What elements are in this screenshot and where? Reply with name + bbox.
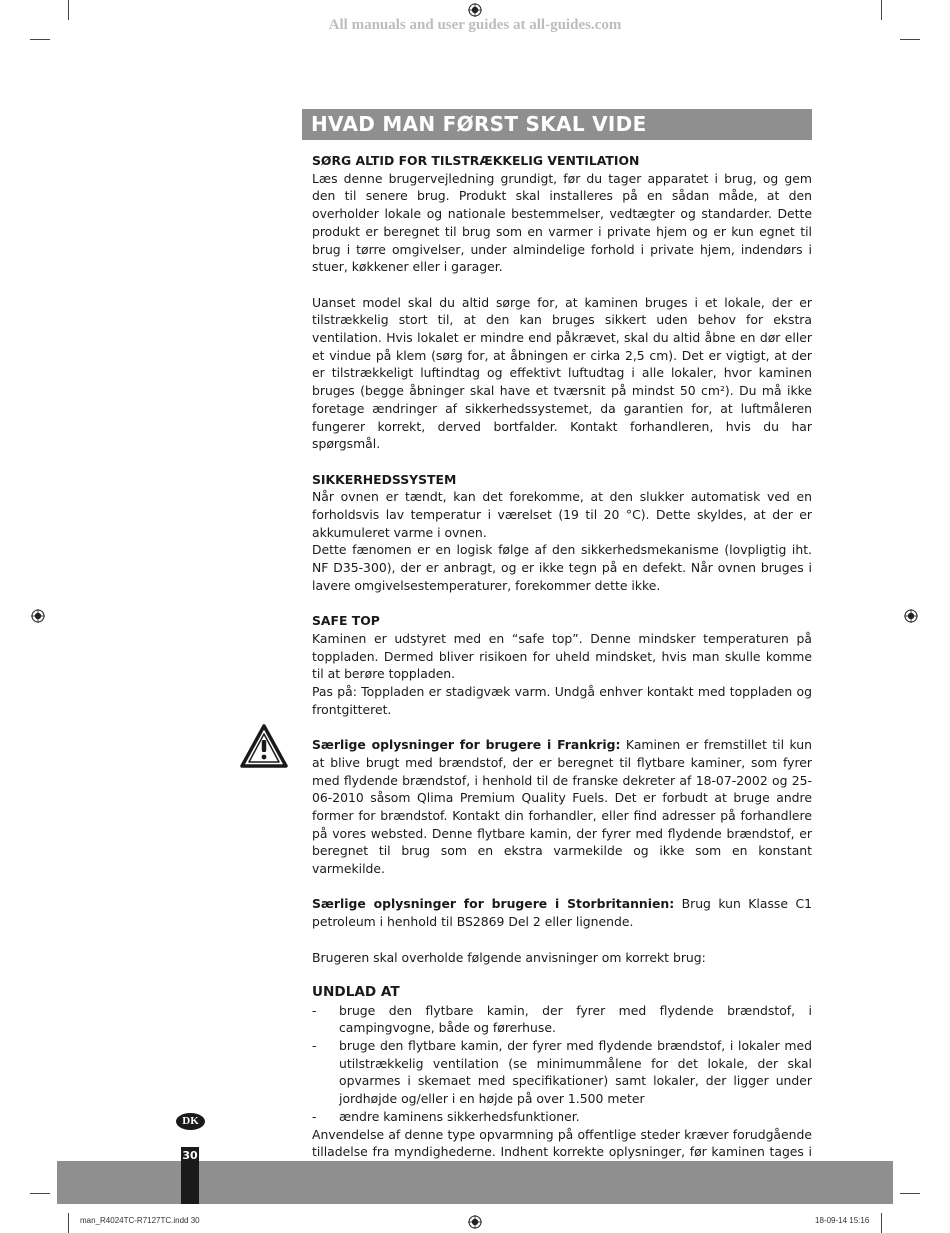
registration-mark-icon — [468, 1215, 482, 1229]
registration-mark-icon — [31, 609, 45, 623]
registration-mark-icon — [904, 609, 918, 623]
uk-notice-text: Brug kun Klasse C1 petroleum i henhold til BS2869 Del 2 eller lignende. — [312, 896, 812, 930]
uk-notice-label: Særlige oplysninger for brugere i Storbritannien: — [312, 896, 675, 912]
france-notice-text: Kaminen er fremstillet til kun at blive brugt med brændstof, der er beregnet til flytbare kaminer, som fyrer med flydende brændstof, i henhold til de franske dekreter af 18-07-2002 og 25-06-2010 såsom Qlima Premium Quality Fuels. Det er forbudt at bruge andre former for brændstof. Kontakt din forhandler, eller find adresser på forhandlere på vores websted. Denne flytbare kamin, der fyrer med flydende brændstof, er beregnet til brug som en ekstra varmekilde og ikke som en konstant varmekilde. — [312, 737, 812, 877]
paragraph: Når ovnen er tændt, kan det forekomme, at den slukker automatisk ved en forholdsvis lav temperatur i værelset (19 til 20 °C). Dette skyldes, at der er akkumuleret varme i ovnen. — [312, 489, 812, 540]
paragraph: Anvendelse af denne type opvarmning på offentlige steder kræver forudgående tilladelse fra myndighederne. Indhent korrekte oplysninger, før kaminen tages i — [312, 1126, 812, 1160]
warning-icon — [240, 724, 288, 768]
france-notice-label: Særlige oplysninger for brugere i Frankrig: — [312, 737, 621, 753]
slug-date: 18-09-14 15:16 — [815, 1216, 870, 1225]
section-heading: SØRG ALTID FOR TILSTRÆKKELIG VENTILATION — [312, 153, 640, 168]
avoid-list — [312, 1002, 812, 1126]
uk-notice — [312, 895, 812, 930]
crop-mark — [30, 39, 50, 40]
crop-mark — [30, 1193, 50, 1194]
paragraph: Uanset model skal du altid sørge for, at kaminen bruges i et lokale, der er tilstrækkelig stort til, at den kan bruges sikkert uden behov for ekstra ventilation. Hvis lokalet er mindre end påkrævet, skal du altid åbne en dør eller et vindue på klem (sørg for, at åbningen er cirka 2,5 cm). Det er vigtigt, at der er tilstrækkeligt luftindtag og effektivt luftudtag i alle lokaler, hvor kaminen bruges (begge åbninger skal have et tværsnit på mindst 50 cm²). Du må ikke foretage ændringer af sikkerhedssystemet, da garantien for, at luftmåleren fungerer korrekt, derved bortfalder. Kontakt forhandleren, hvis du har spørgsmål. — [312, 294, 812, 452]
page-number: 30 — [181, 1147, 199, 1204]
crop-mark — [900, 1193, 920, 1194]
paragraph: Dette fænomen er en logisk følge af den sikkerhedsmekanisme (lovpligtig iht. NF D35-300), der er anbragt, og er ikke tegn på en defekt. Når ovnen bruges i lavere omgivelsestemperaturer, forekommer dette ikke. — [312, 542, 812, 593]
paragraph: Brugeren skal overholde følgende anvisninger om korrekt brug: — [312, 949, 706, 965]
crop-mark — [900, 39, 920, 40]
slug-file: man_R4024TC-R7127TC.indd 30 — [80, 1216, 200, 1225]
list-item: - bruge den flytbare kamin, der fyrer med flydende brændstof, i lokaler med utilstrækkelig ventilation (se minimummålene for det lokale, der skal opvarmes i skemaet med specifikationer) samt lokaler, der ligger under jordhøjde og/eller i en højde på over 1.500 meter — [312, 1038, 812, 1107]
paragraph: Kaminen er udstyret med en “safe top”. Denne mindsker temperaturen på toppladen. Dermed bliver risikoen for uheld mindsket, hvis man skulle komme til at berøre toppladen. — [312, 630, 812, 682]
page-title: HVAD MAN FØRST SKAL VIDE — [302, 109, 812, 140]
language-badge: DK — [176, 1113, 205, 1130]
document-body — [312, 152, 812, 1179]
crop-mark — [881, 1213, 882, 1233]
section-heading: UNDLAD AT — [312, 983, 400, 1000]
list-item: - bruge den flytbare kamin, der fyrer med flydende brændstof, i campingvogne, både og førerhuse. — [312, 1002, 812, 1036]
paragraph: Pas på: Toppladen er stadigvæk varm. Undgå enhver kontakt med toppladen og frontgitteret. — [312, 684, 812, 717]
crop-mark — [68, 1213, 69, 1233]
section-heading: SIKKERHEDSSYSTEM — [312, 471, 457, 487]
watermark: All manuals and user guides at all-guides.com — [328, 17, 622, 33]
france-notice — [312, 736, 812, 878]
registration-mark-icon — [468, 3, 482, 17]
list-item: - ændre kaminens sikkerhedsfunktioner. — [312, 1108, 580, 1124]
paragraph: Læs denne brugervejledning grundigt, før du tager apparatet i brug, og gem den til senere brug. Produkt skal installeres på en sådan måde, at den overholder lokale og nationale bestemmelser, vedtægter og standarder. Dette produkt er beregnet til brug som en varmer i private hjem og er kun egnet til brug i tørre omgivelser, under almindelige forhold i private hjem, indendørs i stuer, køkkener eller i garager. — [312, 170, 812, 275]
section-heading: SAFE TOP — [312, 613, 380, 629]
